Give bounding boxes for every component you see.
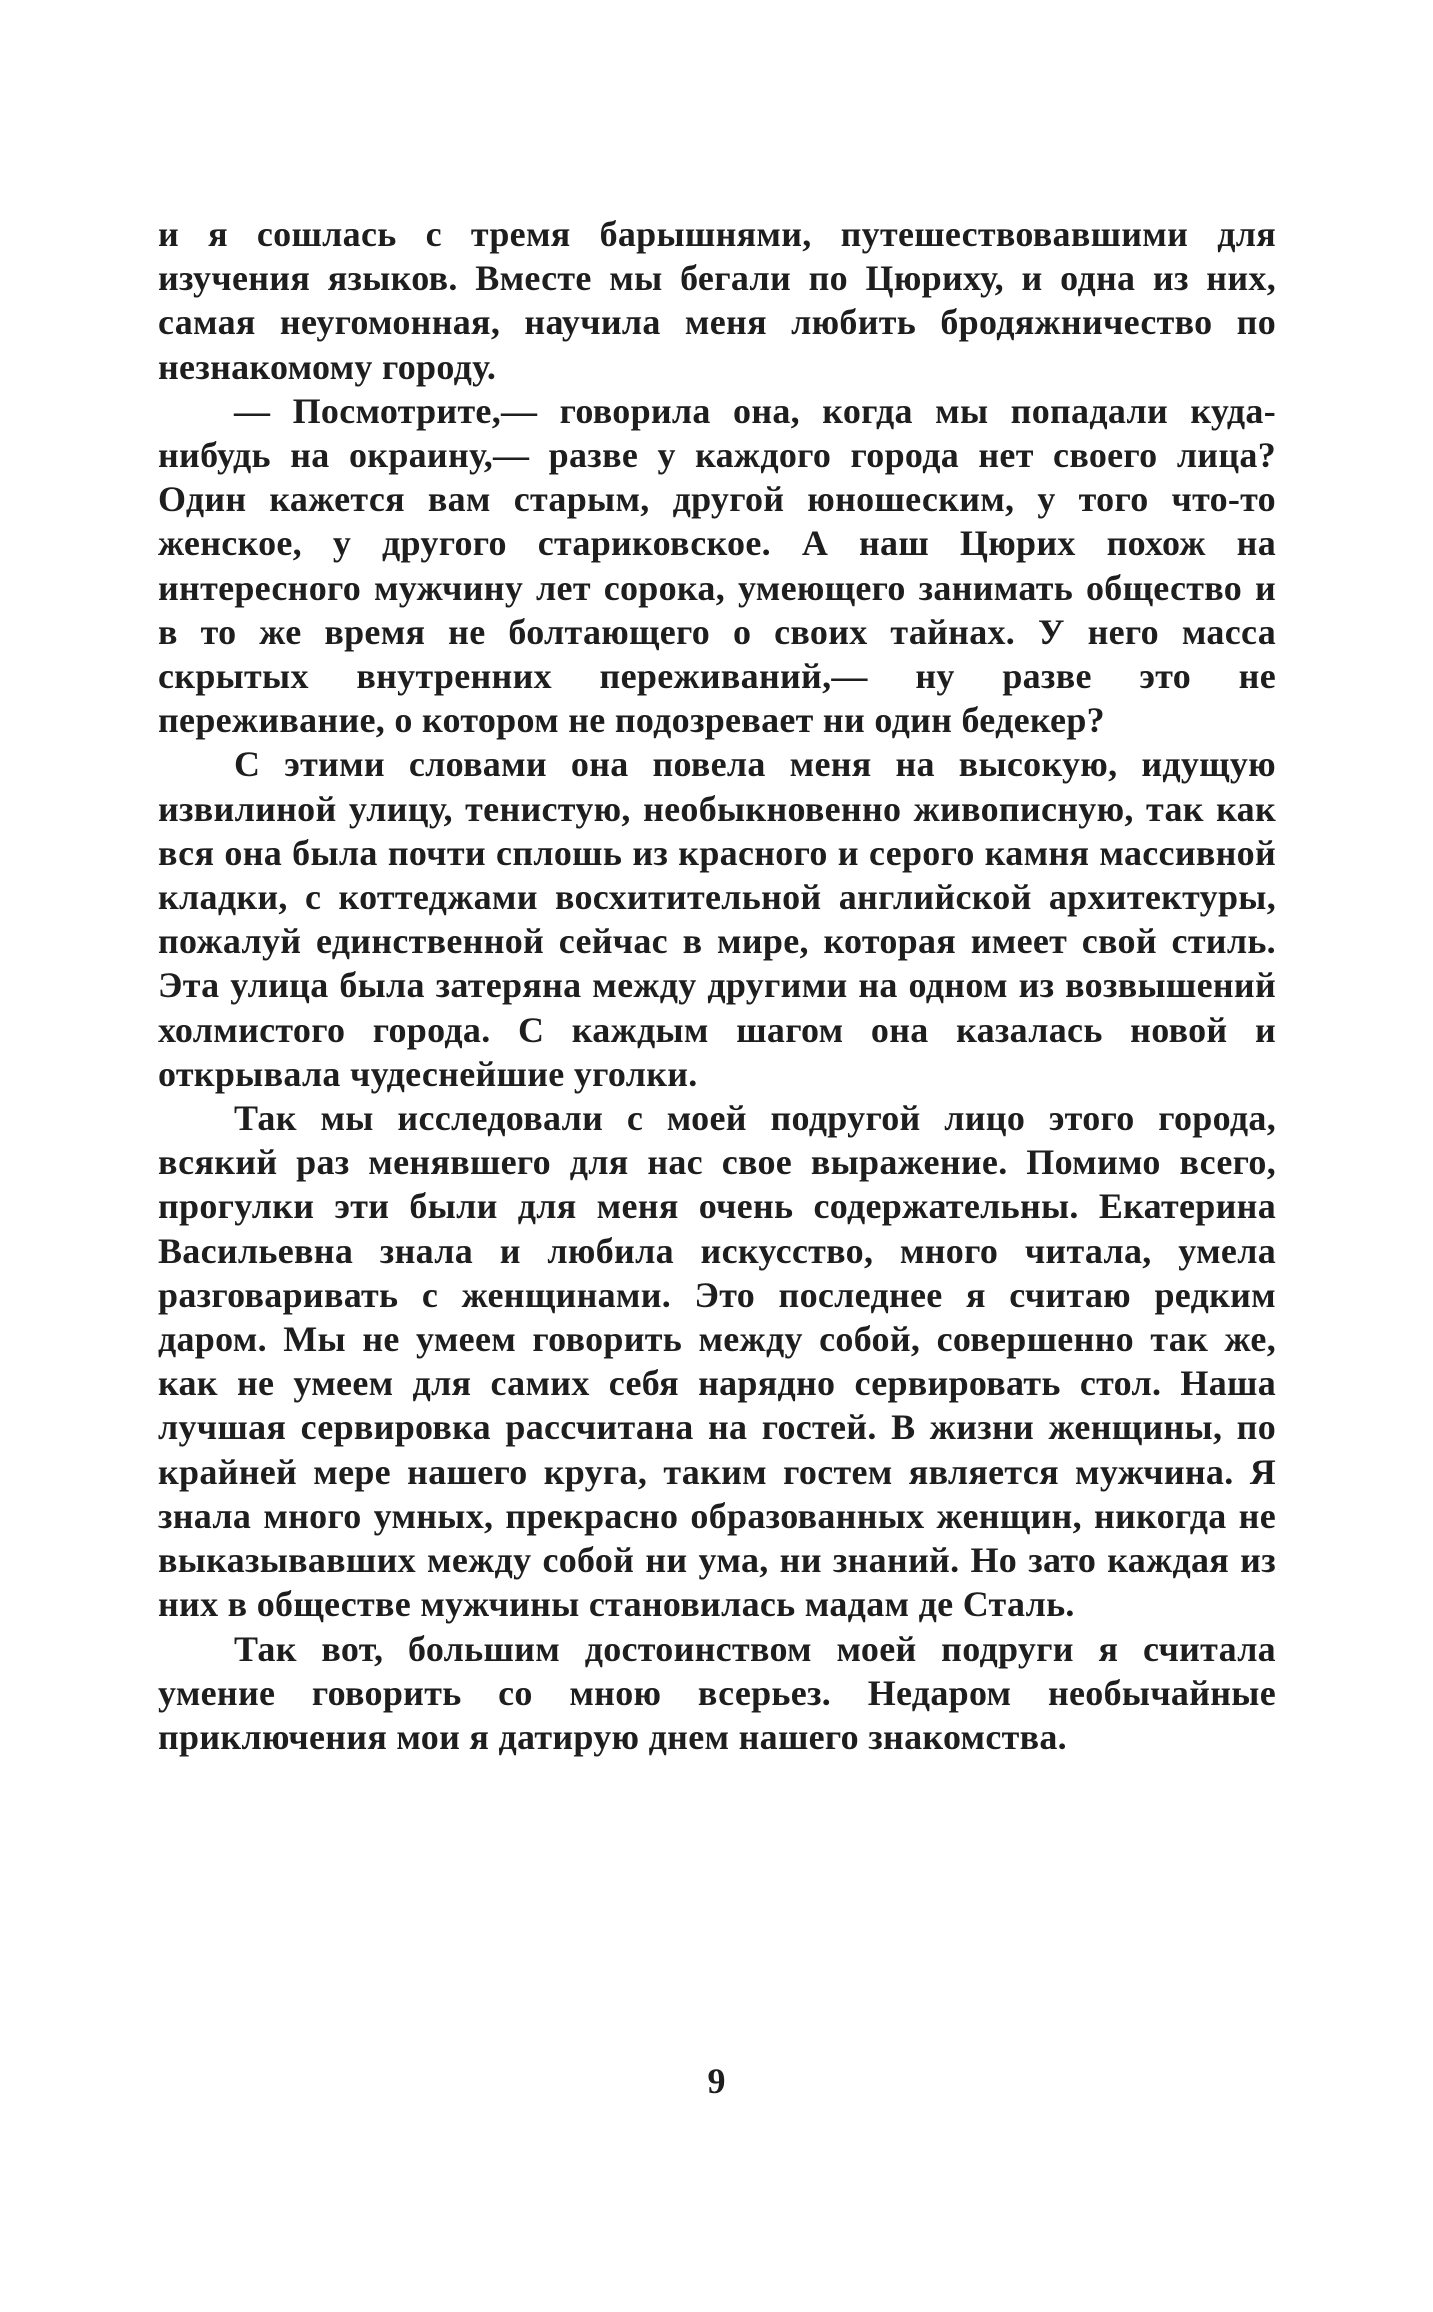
page-number: 9 [707, 2061, 726, 2101]
body-text [158, 212, 1276, 1759]
paragraph-3: С этими словами она повела меня на высокую, идущую извилиной улицу, тенистую, необыкновенно живописную, так как вся она была почти сплошь из красного и серого камня массивной кладки, с коттеджами восхитительной английской архитектуры, пожалуй единственной сейчас в мире, которая имеет свой стиль. Эта улица была затеряна между другими на одном из возвышений холмистого города. С каждым шагом она казалась новой и открывала чудеснейшие уголки. [158, 744, 1276, 1094]
paragraph-2: — Посмотрите,— говорила она, когда мы попадали куда-нибудь на окраину,— разве у каждого города нет своего лица? Один кажется вам старым, другой юношеским, у того что-то женское, у другого стариковское. А наш Цюрих похож на интересного мужчину лет сорока, умеющего занимать общество и в то же время не болтающего о своих тайнах. У него масса скрытых внутренних переживаний,— ну разве это не переживание, о котором не подозревает ни один бедекер? [158, 390, 1276, 741]
paragraph-4: Так мы исследовали с моей подругой лицо этого города, всякий раз менявшего для нас свое выражение. Помимо всего, прогулки эти были для меня очень содержательны. Екатерина Васильевна знала и любила искусство, много читала, умела разговаривать с женщинами. Это последнее я считаю редким даром. Мы не умеем говорить между собой, совершенно так же, как не умеем для самих себя нарядно сервировать стол. Наша лучшая сервировка рассчитана на гостей. В жизни женщины, по крайней мере нашего круга, таким гостем является мужчина. Я знала много умных, прекрасно образованных женщин, никогда не выказывавших между собой ни ума, ни знаний. Но зато каждая из них в обществе мужчины становилась мадам де Сталь. [158, 1098, 1276, 1625]
paragraph-1: и я сошлась с тремя барышнями, путешествовавшими для изучения языков. Вместе мы бегали по Цюриху, и одна из них, самая неугомонная, научила меня любить бродяжничество по незнакомому городу. [158, 214, 1276, 387]
paragraph-5: Так вот, большим достоинством моей подруги я считала умение говорить со мною всерьез. Недаром необычайные приключения мои я датирую днем нашего знакомства. [158, 1628, 1276, 1757]
